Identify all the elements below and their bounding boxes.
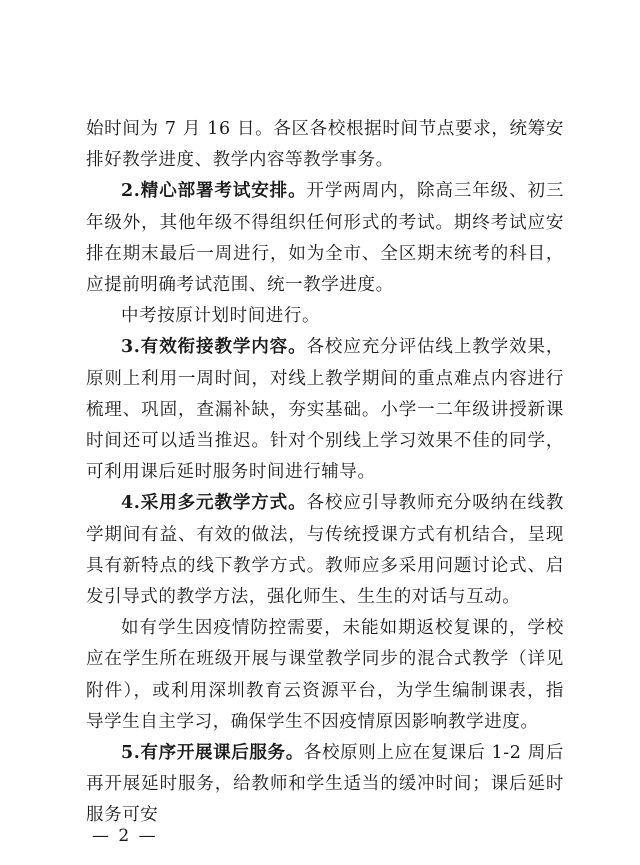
- paragraph-heading: 5.有序开展课后服务。: [121, 743, 304, 764]
- body-text: [86, 114, 564, 832]
- paragraph-text: 各校应充分评估线上教学效果，原则上利用一周时间，对线上教学期间的重点难点内容进行梳理、巩固，查漏补缺，夯实基础。小学一二年级讲授新课时间还可以适当推迟。针对个别线上学习效果不佳的同学，可利用课后延时服务时间进行辅导。: [86, 337, 564, 483]
- paragraph-text: 各校原则上应在复课后 1-2 周后再开展延时服务，给教师和学生适当的缓冲时间；课后延时服务可安: [86, 743, 564, 826]
- paragraph-mixed-teaching: [86, 613, 564, 738]
- paragraph-after-school-service: [86, 738, 564, 832]
- paragraph-exam-arrangement: [86, 176, 564, 301]
- page-number: — 2 —: [92, 826, 158, 846]
- paragraph-heading: 3.有效衔接教学内容。: [121, 337, 307, 358]
- paragraph-text: 如有学生因疫情防控需要，未能如期返校复课的，学校应在学生所在班级开展与课堂教学同步的混合式教学（详见附件），或利用深圳教育云资源平台，为学生编制课表，指导学生自主学习，确保学生不因疫情原因影响教学进度。: [86, 618, 564, 732]
- paragraph-heading: 4.采用多元教学方式。: [121, 493, 307, 514]
- paragraph-zhongkao: [86, 301, 564, 332]
- paragraph-text: 始时间为 7 月 16 日。各区各校根据时间节点要求，统筹安排好教学进度、教学内容等教学事务。: [86, 119, 564, 171]
- paragraph-text: 各校应引导教师充分吸纳在线教学期间有益、有效的做法，与传统授课方式有机结合，呈现具有新特点的线下教学方式。教师应多采用问题讨论式、启发引导式的教学方法，强化师生、生生的对话与互动。: [86, 493, 564, 608]
- paragraph-teaching-methods: [86, 488, 564, 613]
- paragraph-text: 中考按原计划时间进行。: [121, 306, 321, 327]
- paragraph-heading: 2.精心部署考试安排。: [121, 181, 307, 202]
- paragraph-teaching-content: [86, 332, 564, 488]
- paragraph-text: 开学两周内，除高三年级、初三年级外，其他年级不得组织任何形式的考试。期终考试应安排在期末最后一周进行，如为全市、全区期末统考的科目，应提前明确考试范围、统一教学进度。: [86, 181, 564, 296]
- paragraph-continuation: [86, 114, 564, 176]
